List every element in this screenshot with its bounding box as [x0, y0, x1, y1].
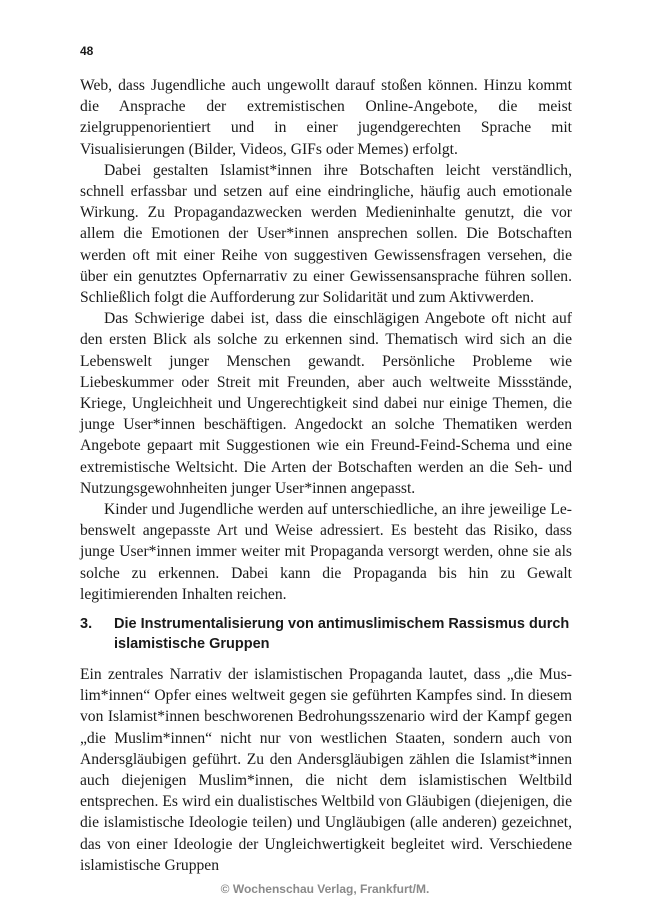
paragraph: Dabei gestalten Islamist*innen ihre Botschaften leicht verständlich, schnell erfassbar und setzen auf eine eindringliche, häufig auch emotionale Wirkung. Zu Propagandazwecken werden Medieninhalte genutzt, die vor allem die Emotionen der User*innen ansprechen sollen. Die Botschaften werden oft mit einer Reihe von suggestiven Gewissensfragen versehen, die über ein genutztes Opfernarrativ zu einer Gewissensansprache führen sollen. Schließlich folgt die Aufforderung zur Solidarität und zum Aktivwerden. [80, 161, 572, 307]
body-text [80, 75, 572, 605]
paragraph: Das Schwierige dabei ist, dass die einschlägigen Angebote oft nicht auf den ersten Blick als solche zu erkennen sind. Thematisch wird sich an die Lebenswelt junger Menschen gewandt. Persönliche Probleme wie Liebeskummer oder Streit mit Freunden, aber auch weltweite Missstände, Kriege, Ungleichheit und Ungerechtigkeit sind dabei nur einige Themen, die junge User*innen beschäftigen. Angedockt an solche Thematiken werden Angebote gepaart mit Suggestionen wie ein Freund-Feind-Schema und eine extremistische Weltsicht. Die Arten der Botschaften werden an die Seh- und Nutzungsgewohnheiten junger User*innen angepasst. [80, 310, 572, 497]
section-heading [80, 614, 580, 654]
section-body [80, 664, 572, 876]
paragraph: Ein zentrales Narrativ der islamistischen Propaganda lautet, dass „die Muslim*innen“ Opfer eines weltweit gegen sie geführten Kampfes sind. In diesem von Islamist*innen beschworenen Bedrohungsszenario wird der Kampf gegen „die Muslim*innen“ nicht nur von westlichen Staaten, sondern auch von Andersgläubigen geführt. Zu den Andersgläubigen zählen die Islamist*innen auch diejenigen Muslim*innen, die nicht dem islamistischen Weltbild entsprechen. Es wird ein dualistisches Weltbild von Gläubigen (diejenigen, die die islamistische Ideologie teilen) und Ungläubigen (alle anderen) gezeichnet, das von einer Ideologie der Ungleichwertigkeit begleitet wird. Verschiedene islamistische Gruppen [80, 666, 572, 874]
paragraph: Kinder und Jugendliche werden auf unterschiedliche, an ihre jeweilige Lebenswelt angepasste Art und Weise adressiert. Es besteht das Risiko, dass junge User*innen immer weiter mit Propaganda versorgt werden, ohne sie als solche zu erkennen. Dabei kann die Propaganda bis hin zu Gewalt legitimierenden Inhalten reichen. [80, 501, 572, 603]
page-number: 48 [80, 44, 94, 58]
publisher-footer: © Wochenschau Verlag, Frankfurt/M. [220, 882, 430, 896]
paragraph: Web, dass Jugendliche auch ungewollt darauf stoßen können. Hinzu kommt die Ansprache der extremistischen Online-Angebote, die meist zielgruppenorientiert und in einer jugendgerechten Sprache mit Visualisierungen (Bilder, Videos, GIFs oder Memes) erfolgt. [80, 77, 572, 158]
section-title: Die Instrumentalisierung von antimuslimischem Rassismus durch islamistische Gruppen [114, 616, 570, 652]
section-number: 3. [80, 616, 93, 632]
